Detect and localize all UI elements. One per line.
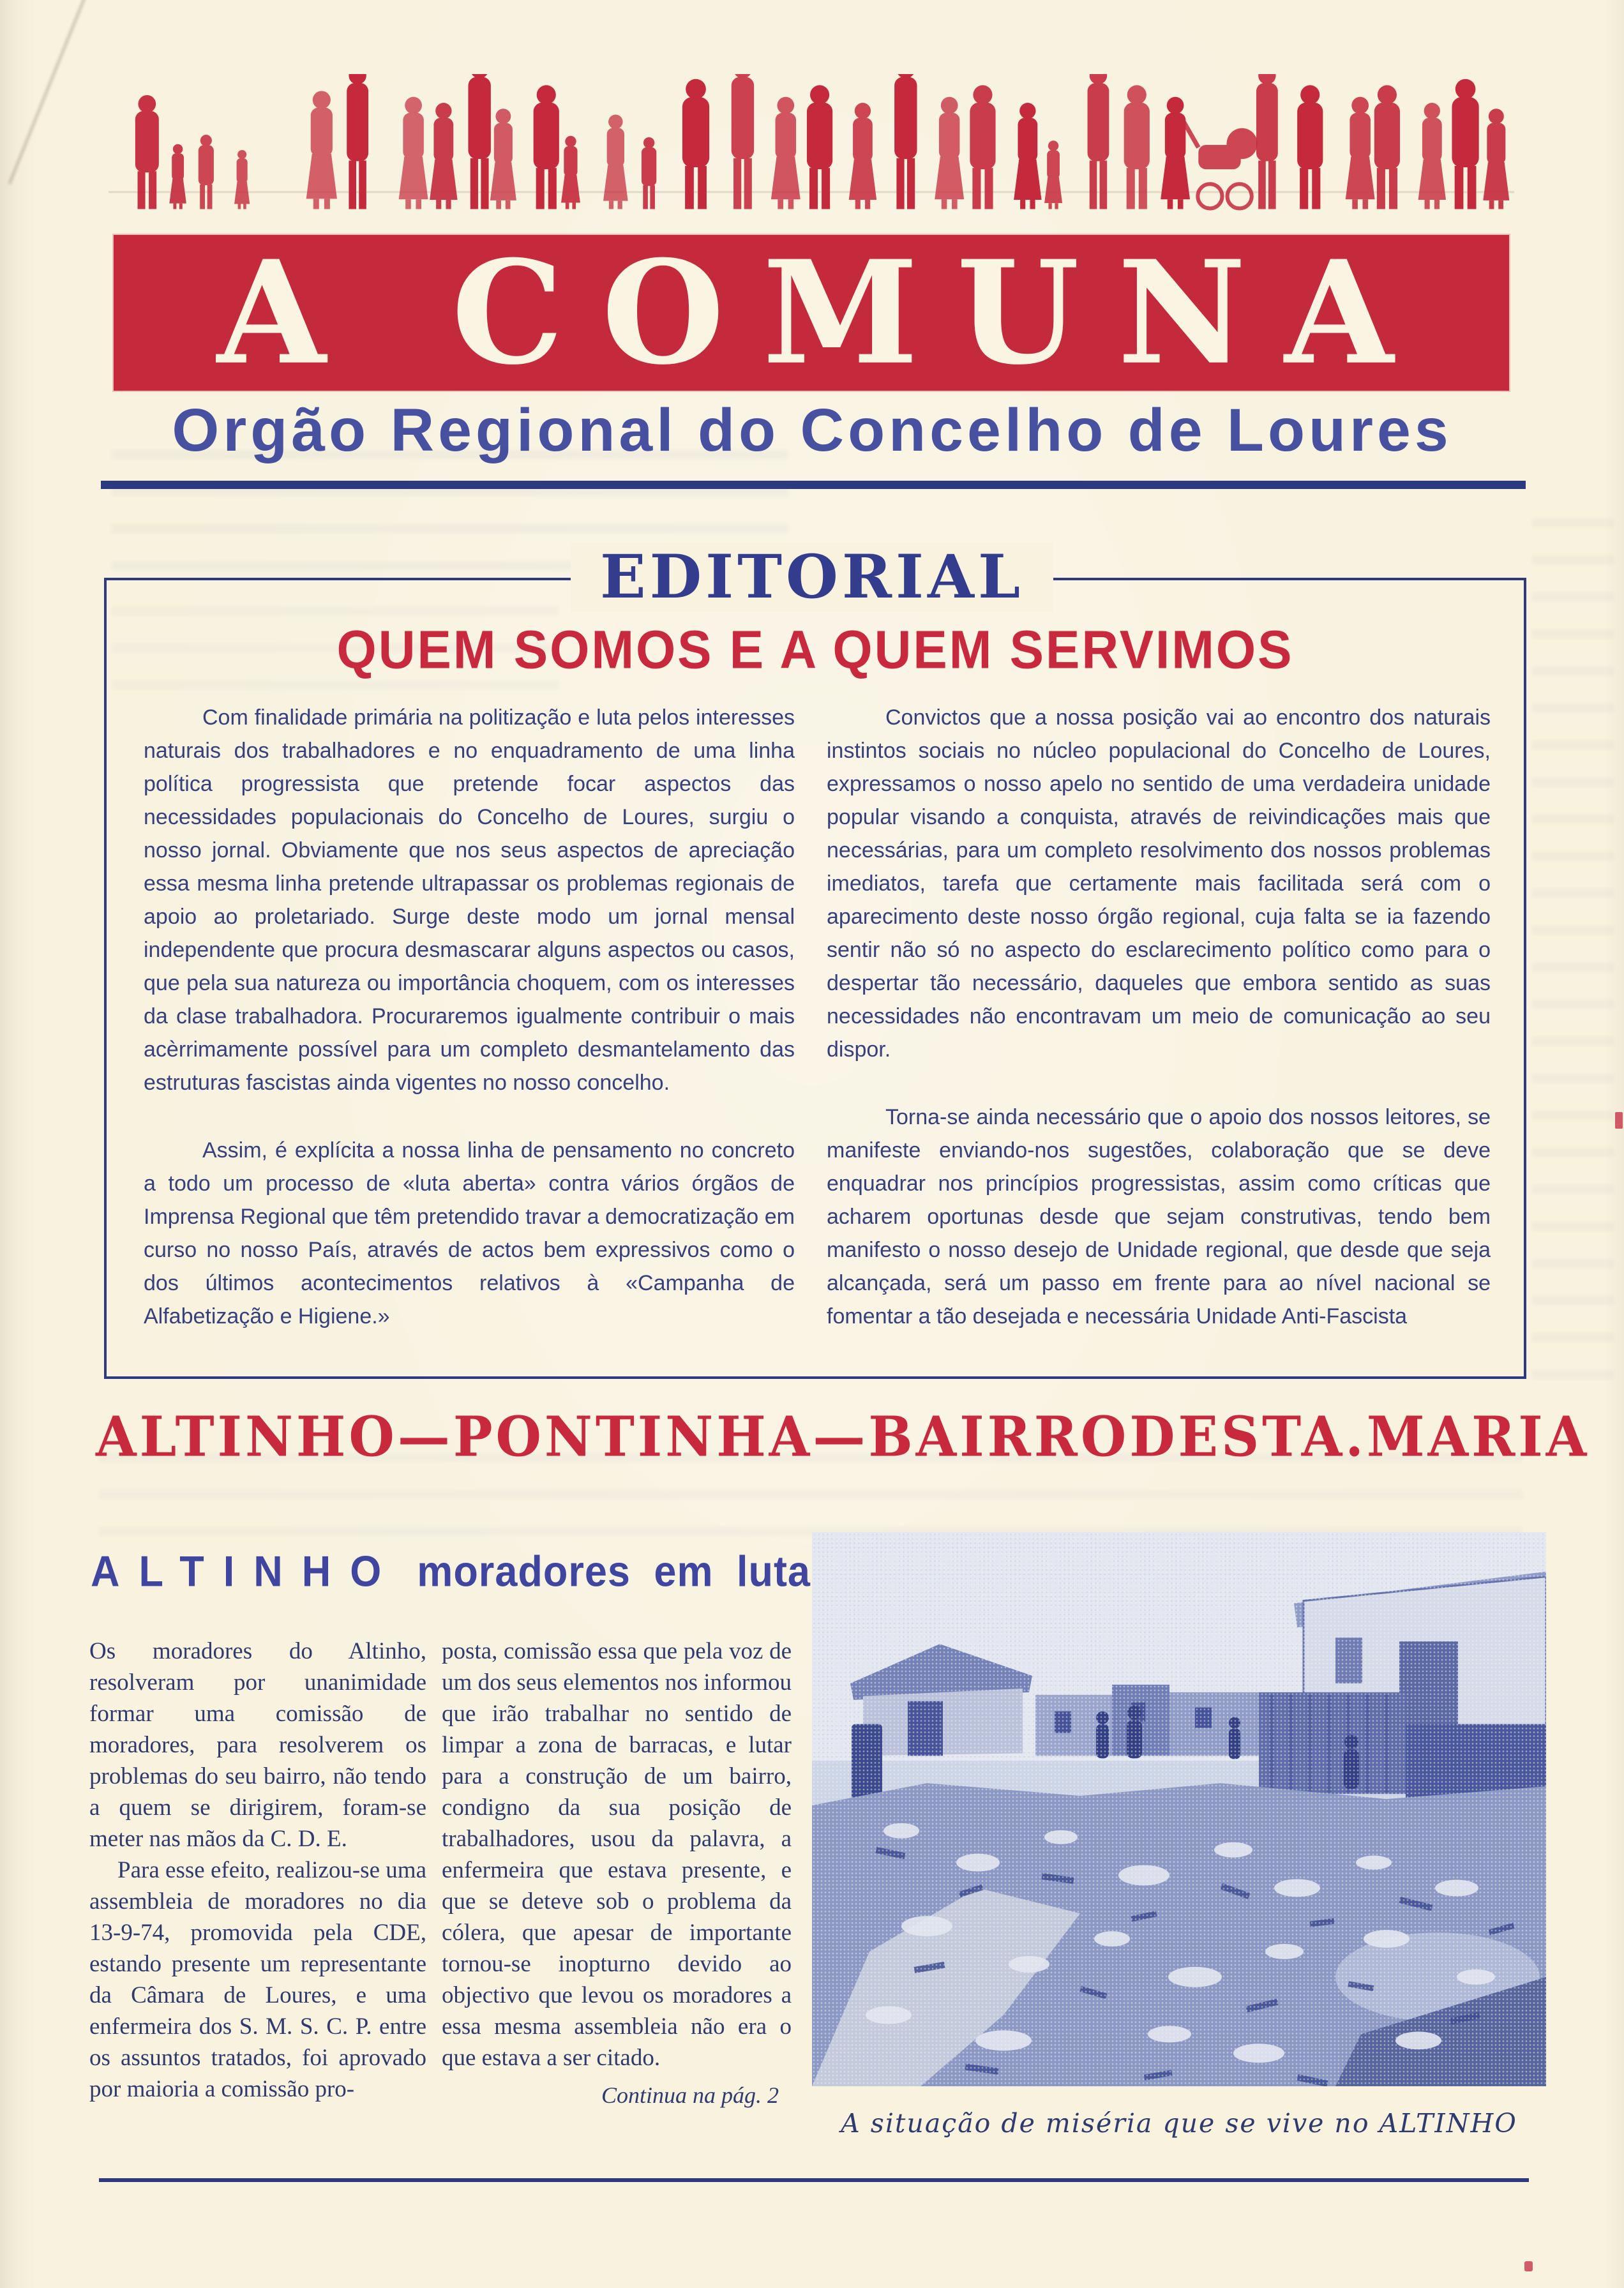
section-headline bbox=[96, 1404, 1590, 1470]
editorial-paragraph: Com finalidade primária na politização e luta pelos interesses naturais dos trabalhadores e no enquadramento de uma linha política progressista que pretende focar aspectos das necessidades populacionais do Concelho de Loures, surgiu o nosso jornal. Obviamente que nos seus aspectos de apreciação essa mesma linha pretende ultrapassar os problemas regionais de apoio ao proletariado. Surge deste modo um jornal mensal independente que procura desmascarar alguns aspectos ou casos, que pela sua natureza ou importância choquem, com os interesses da clase trabalhadora. Procuraremos igualmente contribuir o mais acèrrimamente possível para um completo desmantelamento das estruturas fascistas ainda vigentes no nosso concelho. bbox=[144, 705, 795, 1095]
article-paragraph: posta, comissão essa que pela voz de um dos seus elementos nos informou que irão trabalhar no sentido de limpar a zona de barracas, e lutar para a construção de um bairro, condigno da sua posição de trabalhadores, usou da palavra, a enfermeira que estava presente, e que se deteve sob o problema da cólera, que apesar de importante tornou-se inopturno devido ao objectivo que levou os moradores a essa mesma assembleia não era o que estava a ser citado. bbox=[442, 1638, 792, 2071]
slum-photo-graphic bbox=[812, 1532, 1546, 2086]
bottom-rule bbox=[99, 2178, 1529, 2182]
article-title-rest: moradores em luta bbox=[417, 1547, 811, 1596]
section-headline-word: MARIA bbox=[1366, 1404, 1590, 1470]
editorial-paragraph: Convictos que a nossa posição vai ao encontro dos naturais instintos sociais no núcleo populacional do Concelho de Loures, expressamos o nosso apelo no sentido de uma verdadeira unidade popular visando a conquista, através de reivindicações mais que necessárias, para um completo resolvimento dos nossos problemas imediatos, tarefa que certamente mais facilitada será com o aparecimento deste nosso órgão regional, cuja falta se ia fazendo sentir não só no aspecto do esclarecimento político como para o despertar tão necessário, daqueles que embora sentido as suas necessidades não encontravam um meio de comunicação ao seu dispor. bbox=[827, 705, 1491, 1062]
print-artifact bbox=[1524, 2261, 1533, 2271]
section-headline-word: PONTINHA bbox=[453, 1404, 813, 1470]
print-artifact bbox=[1615, 1112, 1623, 1129]
article-paragraph: Os moradores do Altinho, resolveram por unanimidade formar uma comissão de moradores, para resolverem os problemas do seu bairro, não tendo a quem se dirigirem, foram-se meter nas mãos da C. D. E. bbox=[89, 1638, 426, 1852]
photo-caption: A situação de miséria que se vive no ALTINHO bbox=[841, 2108, 1517, 2139]
article-title-lead: ALTINHO bbox=[91, 1547, 401, 1596]
editorial-paragraph: Assim, é explícita a nossa linha de pensamento no concreto a todo um processo de «luta aberta» contra vários órgãos de Imprensa Regional que têm pretendido travar a democratização em curso no nosso País, através de actos bem expressivos como o dos últimos acontecimentos relativos à «Campanha de Alfabetização e Higiene.» bbox=[144, 1138, 795, 1328]
editorial-headline: QUEM SOMOS E A QUEM SERVIMOS bbox=[336, 619, 1294, 680]
masthead-rule bbox=[101, 481, 1526, 489]
section-headline-word: STA. bbox=[1221, 1404, 1367, 1470]
paper-crease bbox=[8, 0, 89, 184]
article-title bbox=[91, 1547, 811, 1597]
section-headline-dash: — bbox=[397, 1404, 453, 1470]
article-column-1 bbox=[89, 1636, 426, 2105]
editorial-column-left bbox=[144, 701, 795, 1333]
section-headline-word: BAIRRO bbox=[868, 1404, 1130, 1470]
newspaper-title: A COMUNA bbox=[216, 229, 1432, 396]
crowd-silhouettes-graphic bbox=[109, 74, 1514, 229]
section-headline-word: ALTINHO bbox=[96, 1404, 398, 1470]
editorial-paragraph: Torna-se ainda necessário que o apoio dos nossos leitores, se manifeste enviando-nos sugestões, colaboração que se deve enquadrar nos princípios progressistas, assim como críticas que acharem oportunas desde que sejam construtivas, tendo bem manifesto o nosso desejo de Unidade regional, que desde que seja alcançada, será um passo em frente para ao nível nacional se fomentar a tão desejada e necessária Unidade Anti-Fascista bbox=[827, 1105, 1491, 1328]
bleedthrough-ghost bbox=[1532, 492, 1614, 1379]
section-headline-dash: — bbox=[813, 1404, 869, 1470]
slum-photo bbox=[812, 1532, 1546, 2086]
article-column-2 bbox=[442, 1636, 792, 2111]
continued-notice: Continua na pág. 2 bbox=[601, 2082, 779, 2108]
editorial-label: EDITORIAL bbox=[571, 543, 1053, 612]
article-paragraph: Para esse efeito, realizou-se uma assembleia de moradores no dia 13-9-74, promovida pela CDE, estando presente um representante da Câmara de Loures, e uma enfermeira dos S. M. S. C. P. entre os assuntos tratados, foi aprovado por maioria a comissão pro- bbox=[89, 1857, 426, 2102]
editorial-column-right bbox=[827, 701, 1491, 1333]
masthead-subtitle: Orgão Regional do Concelho de Loures bbox=[172, 396, 1452, 464]
masthead-banner bbox=[114, 229, 1509, 396]
section-headline-word: DE bbox=[1129, 1404, 1221, 1470]
